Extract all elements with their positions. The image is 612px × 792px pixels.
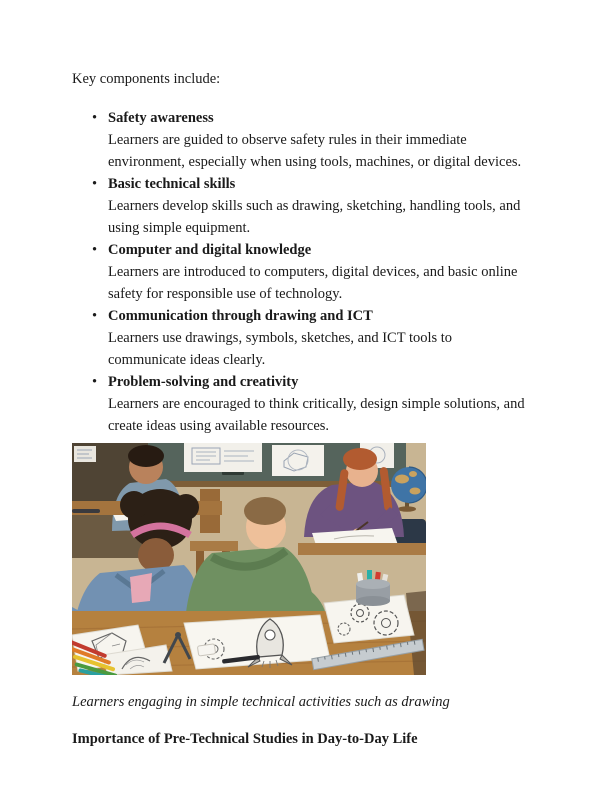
bullet-title: • Computer and digital knowledge <box>108 242 312 258</box>
classroom-photo <box>72 443 426 675</box>
figure-caption: Learners engaging in simple technical activities such as drawing <box>72 694 450 710</box>
bullet-title: • Basic technical skills <box>108 176 236 192</box>
list-item <box>90 107 530 173</box>
key-components-list <box>72 107 534 437</box>
list-item <box>90 173 530 239</box>
bullet-body: Learners are encouraged to think critically, design simple solutions, and create ideas using available resources. <box>108 396 525 434</box>
bullet-body: Learners use drawings, symbols, sketches, and ICT tools to communicate ideas clearly. <box>108 330 453 368</box>
list-item <box>90 371 530 437</box>
bullet-body: Learners are guided to observe safety rules in their immediate environment, especially when using tools, machines, or digital devices. <box>108 132 522 170</box>
bullet-title: • Communication through drawing and ICT <box>108 308 373 324</box>
list-item <box>90 305 530 371</box>
section-heading: Importance of Pre-Technical Studies in Day-to-Day Life <box>72 731 418 747</box>
bullet-title: • Problem-solving and creativity <box>108 374 299 390</box>
bullet-body: Learners develop skills such as drawing, sketching, handling tools, and using simple equipment. <box>108 198 521 236</box>
list-item <box>90 239 530 305</box>
intro-paragraph: Key components include: <box>72 71 221 87</box>
classroom-figure <box>72 443 426 675</box>
bullet-title: • Safety awareness <box>108 110 214 126</box>
eraser <box>197 644 215 656</box>
bullet-body: Learners are introduced to computers, digital devices, and basic online safety for responsible use of technology. <box>108 264 518 302</box>
